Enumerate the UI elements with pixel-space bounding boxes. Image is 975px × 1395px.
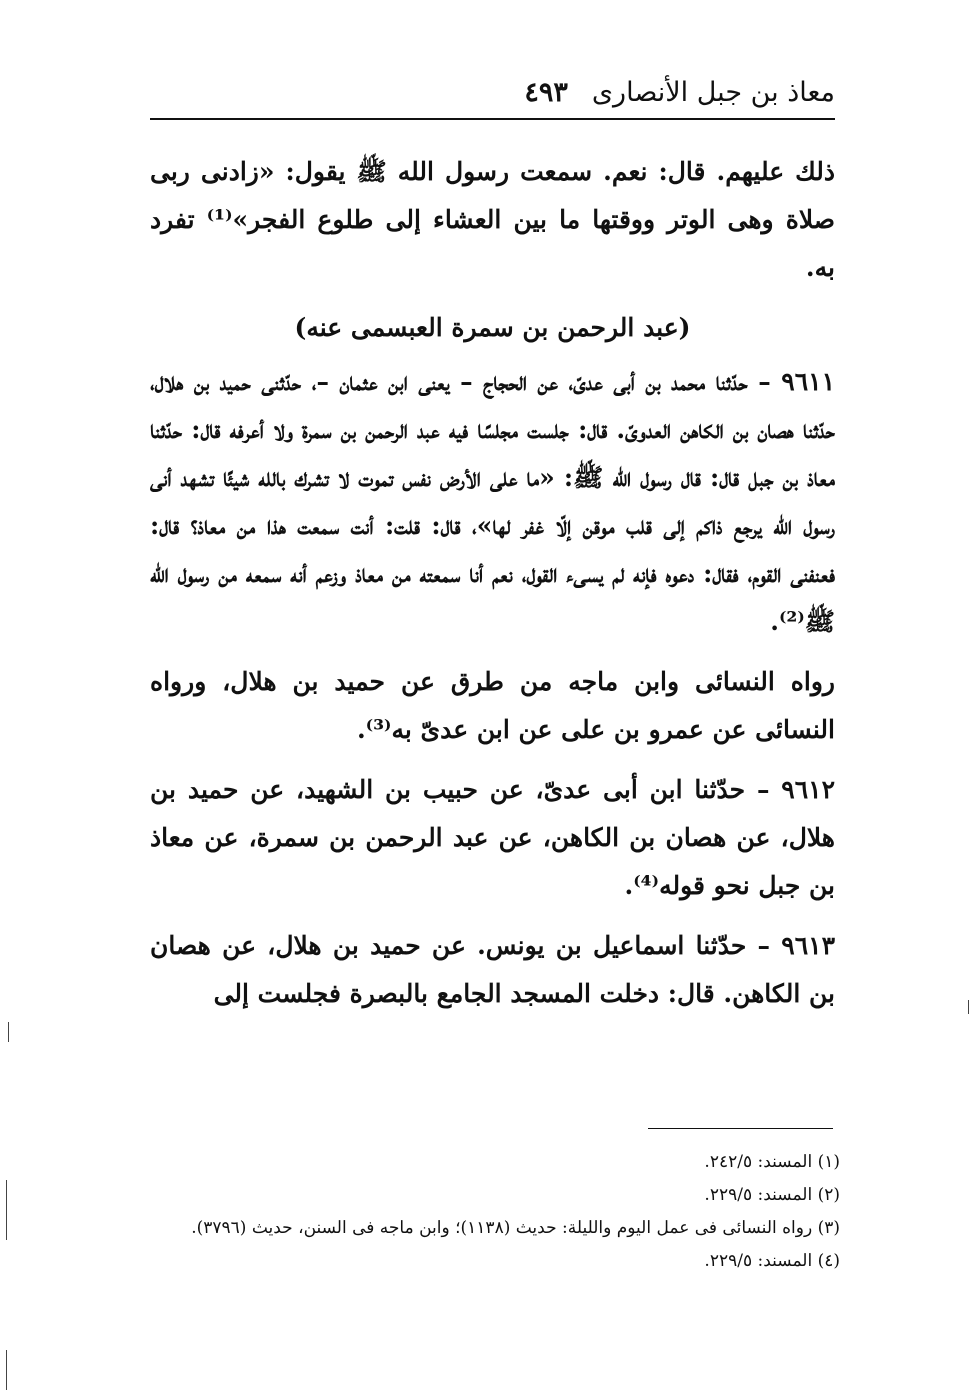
footnotes [150, 1146, 840, 1278]
scan-margin-mark [968, 1000, 969, 1014]
hadith-9611: ٩٦١١ – حدّثنا محمد بن أبى عدىّ، عن الحجاج – يعنى ابن عثمان –، حدّثنى حميد بن هلال، حدّثنا هصان بن الكاهن العدوىّ. قال: جلست مجلسًا فيه عبد الرحمن بن سمرة ولا أعرفه قال: حدّثنا معاذ بن جبل قال: قال رسول الله ﷺ: «ما على الأرض نفس تموت لا تشرك بالله شيئًا تشهد أنى رسول الله يرجع ذاكم إلى قلب موقن إلّا غفر لها»، قال: قلت: أنت سمعت هذا من معاذ؟ قال: فعنفنى القوم، فقال: دعوه فإنه لم يسىء القول، نعم أنا سمعته من معاذ وزعم أنه سمعه من رسول الله ﷺ⁽²⁾. [150, 367, 836, 636]
main-text [150, 148, 835, 1030]
scan-margin-mark [6, 1350, 7, 1390]
running-header [150, 66, 835, 118]
footnote-3: (٣) رواه النسائى فى عمل اليوم والليلة: حديث (١١٣٨)؛ وابن ماجه فى السنن، حديث (٣٧٩٦). [191, 1218, 840, 1238]
footnote-2: (٢) المسند: ٢٢٩/٥. [704, 1185, 840, 1205]
running-title: معاذ بن جبل الأنصارى [591, 76, 835, 108]
header-rule [150, 118, 835, 120]
paragraph-takhrij: رواه النسائى وابن ماجه من طرق عن حميد بن هلال، ورواه النسائى عن عمرو بن على عن ابن عدىّ به⁽³⁾. [150, 667, 835, 744]
footnote-1: (١) المسند: ٢٤٢/٥. [704, 1152, 840, 1172]
hadith-9613: ٩٦١٣ – حدّثنا اسماعيل بن يونس. عن حميد بن هلال، عن هصان بن الكاهن. قال: دخلت المسجد الجامع بالبصرة فجلست إلى [150, 931, 835, 1008]
hadith-9612: ٩٦١٢ – حدّثنا ابن أبى عدىّ، عن حبيب بن الشهيد، عن حميد بن هلال، عن هصان بن الكاهن، عن عبد الرحمن بن سمرة، عن معاذ بن جبل نحو قوله⁽⁴⁾. [150, 775, 835, 900]
paragraph-intro: ذلك عليهم. قال: نعم. سمعت رسول الله ﷺ يقول: «زادنى ربى صلاة وهى الوتر ووقتها ما بين العشاء إلى طلوع الفجر»⁽¹⁾ تفرد به. [150, 157, 835, 282]
section-heading: (عبد الرحمن بن سمرة العبسمى عنه) [294, 313, 691, 342]
page-number: ٤٩٣ [524, 76, 568, 108]
footnote-4: (٤) المسند: ٢٢٩/٥. [704, 1251, 840, 1271]
scan-margin-mark [6, 1180, 7, 1240]
scan-margin-mark [8, 1022, 9, 1042]
footnote-separator [648, 1128, 833, 1129]
